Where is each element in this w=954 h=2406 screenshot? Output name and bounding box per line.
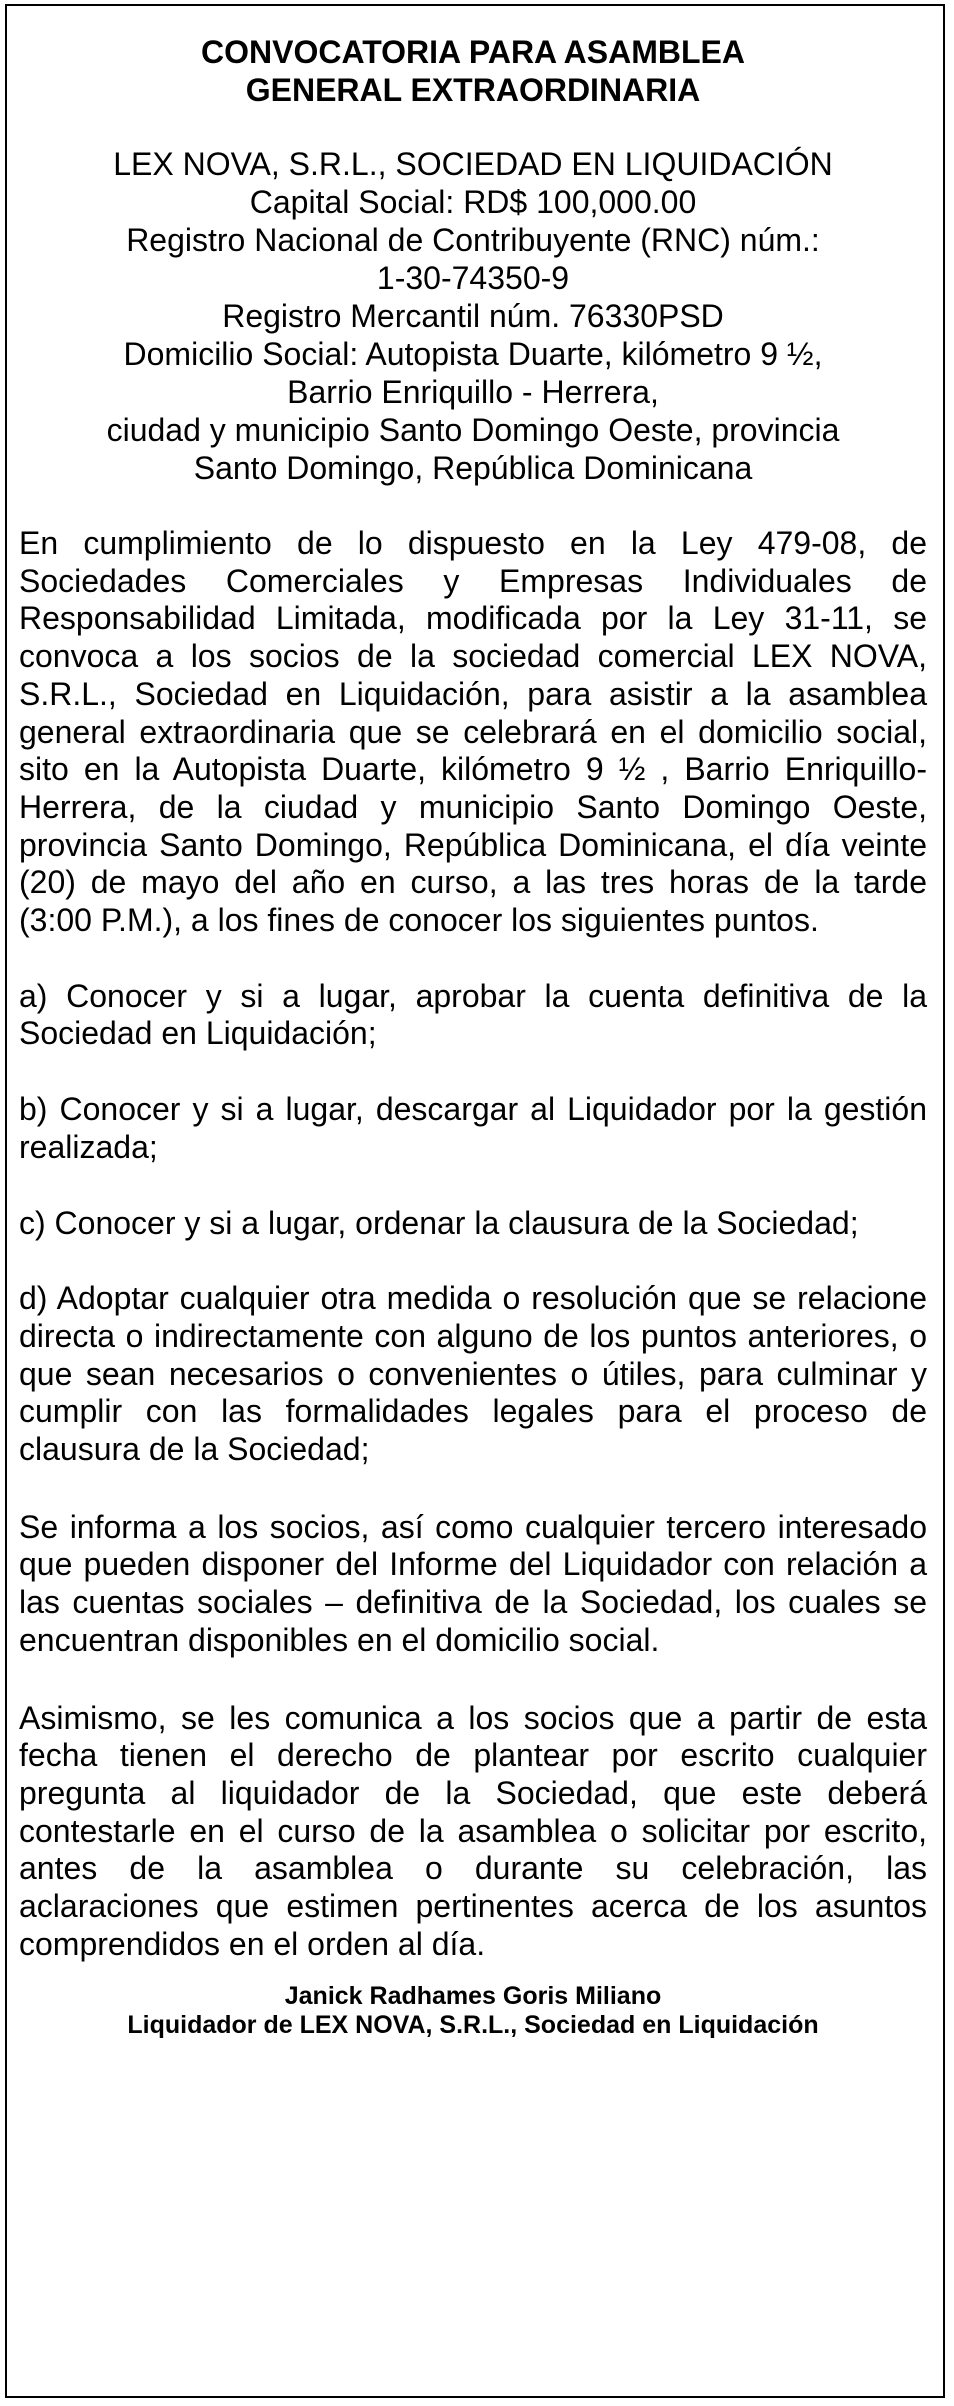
signatory-role: Liquidador de LEX NOVA, S.R.L., Sociedad en Liquidación bbox=[127, 2010, 819, 2039]
registro-mercantil: Registro Mercantil núm. 76330PSD bbox=[222, 298, 724, 334]
company-name: LEX NOVA, S.R.L., SOCIEDAD EN LIQUIDACIÓN bbox=[113, 146, 833, 182]
intro-paragraph: En cumplimiento de lo dispuesto en la Ley 479-08, de Sociedades Comerciales y Empresas Individuales de Responsabilidad Limitada, modificada por la Ley 31-11, se convoca a los socios de la sociedad comercial LEX NOVA, S.R.L., Sociedad en Liquidación, para asistir a la asamblea general extraordinaria que se celebrará en el domicilio social, sito en la Autopista Duarte, kilómetro 9 ½ , Barrio Enriquillo-Herrera, de la ciudad y municipio Santo Domingo Oeste, provincia Santo Domingo, República Dominicana, el día veinte (20) de mayo del año en curso, a las tres horas de la tarde (3:00 P.M.), a los fines de conocer los siguientes puntos. bbox=[19, 525, 927, 939]
asimismo-paragraph: Asimismo, se les comunica a los socios que a partir de esta fecha tienen el derecho de plantear por escrito cualquier pregunta al liquidador de la Sociedad, que este deberá contestarle en el curso de la asamblea o solicitar por escrito, antes de la asamblea o durante su celebración, las aclaraciones que estimen pertinentes acerca de los asuntos comprendidos en el orden al día. bbox=[19, 1699, 927, 1962]
rnc-number: 1-30-74350-9 bbox=[376, 260, 570, 296]
informe-paragraph: Se informa a los socios, así como cualquier tercero interesado que pueden disponer del Informe del Liquidador con relación a las cuentas sociales – definitiva de la Sociedad, los cuales se encuentran disponibles en el domicilio social. bbox=[19, 1508, 927, 1658]
domicilio-line-3: ciudad y municipio Santo Domingo Oeste, provincia bbox=[106, 412, 840, 448]
capital-social: Capital Social: RD$ 100,000.00 bbox=[249, 184, 697, 220]
company-info bbox=[19, 145, 927, 487]
notice-title bbox=[19, 33, 927, 109]
domicilio-line-2: Barrio Enriquillo - Herrera, bbox=[287, 374, 659, 410]
domicilio-line-1: Domicilio Social: Autopista Duarte, kilómetro 9 ½, bbox=[123, 336, 823, 372]
signature-block bbox=[19, 1982, 927, 2040]
title-line-1: CONVOCATORIA PARA ASAMBLEA bbox=[201, 34, 745, 70]
notice-content bbox=[19, 33, 927, 2040]
title-line-2: GENERAL EXTRAORDINARIA bbox=[245, 72, 701, 108]
agenda-item-a: a) Conocer y si a lugar, aprobar la cuenta definitiva de la Sociedad en Liquidación; bbox=[19, 977, 927, 1052]
rnc-label: Registro Nacional de Contribuyente (RNC) núm.: bbox=[126, 222, 820, 258]
domicilio-line-4: Santo Domingo, República Dominicana bbox=[193, 450, 753, 486]
agenda-item-d: d) Adoptar cualquier otra medida o resolución que se relacione directa o indirectamente con alguno de los puntos anteriores, o que sean necesarios o convenientes o útiles, para culminar y cumplir con las formalidades legales para el proceso de clausura de la Sociedad; bbox=[19, 1280, 927, 1468]
agenda-item-c: c) Conocer y si a lugar, ordenar la clausura de la Sociedad; bbox=[19, 1204, 859, 1241]
signatory-name: Janick Radhames Goris Miliano bbox=[284, 1981, 662, 2010]
agenda-item-b: b) Conocer y si a lugar, descargar al Liquidador por la gestión realizada; bbox=[19, 1091, 927, 1165]
